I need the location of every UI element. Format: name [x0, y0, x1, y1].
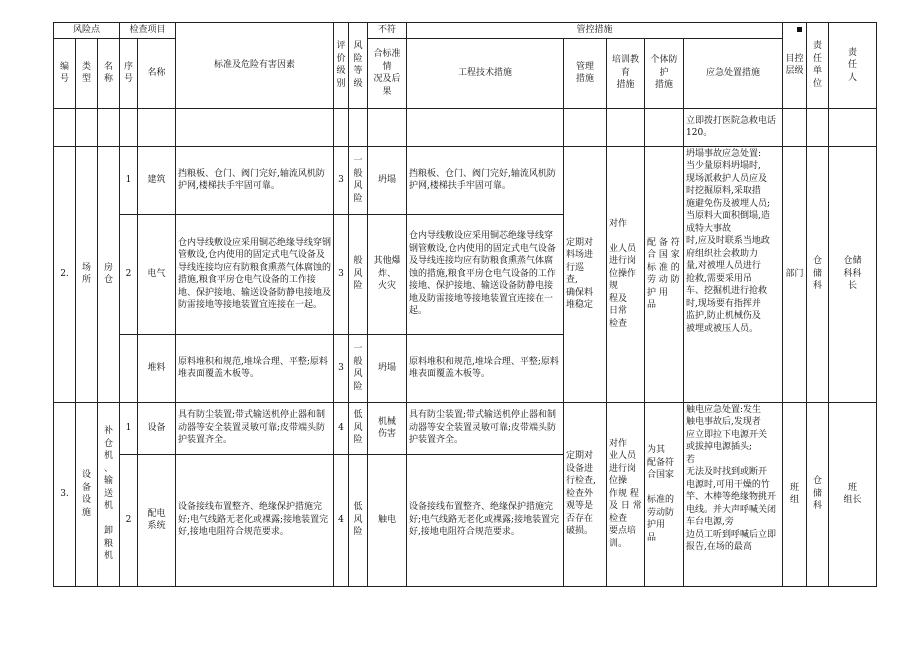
non-conform-header: 不符 [368, 23, 407, 39]
empty-cell [564, 108, 607, 146]
item-risk-level: 一 般 风 险 [349, 146, 368, 214]
empty-cell [76, 108, 98, 146]
section-training: 对作 业人员 进行岗 位操作 规 程及 日常 检查 [607, 146, 645, 402]
section-training: 对作 业人员 进行岗 位操 作规 程 及 日 常 检查 要点培 训。 [607, 402, 645, 586]
item-standard: 仓内导线敷设应采用铜芯绝缘导线穿钢管敷设,仓内使用的固定式电气设备及导线连接均应有防粮食熏蒸气体腐蚀的措施,粮食平房仓电气设备的工作接地、保护接地、输送设备防静电接地及防雷接地等接地装置宜连接在一起。 [176, 214, 334, 334]
type-header: 类型 [76, 38, 98, 108]
control-measures-header: 管控措施 [407, 23, 783, 39]
control-level-header: 目控 层级 [783, 23, 807, 109]
section-resp-person: 班 组长 [829, 402, 877, 586]
item-seq: 1 [120, 402, 138, 454]
standard-header: 标准及危险有害因素 [176, 23, 334, 109]
empty-cell [407, 108, 564, 146]
empty-cell [783, 108, 807, 146]
empty-cell [829, 108, 877, 146]
empty-cell [120, 108, 138, 146]
item-standard: 原料堆积和规范,堆垛合理、平整;原料堆表面覆盖木板等。 [176, 334, 334, 402]
resp-person-header: 责 任 人 [829, 23, 877, 109]
item-consequence: 其他爆 炸、 火灾 [368, 214, 407, 334]
item-name: 电气 [138, 214, 176, 334]
empty-cell [334, 108, 349, 146]
engineering-header: 工程技术措施 [407, 38, 564, 108]
section-no: 2. [54, 146, 76, 402]
check-item-header: 检查项目 [120, 23, 176, 39]
training-header: 培训教育 措施 [607, 38, 645, 108]
consequence-header: 合标准情 况及后果 [368, 38, 407, 108]
section-management: 定期对 料场进 行巡 查, 确保料 堆稳定 [564, 146, 607, 402]
item-engineering: 仓内导线敷设应采用铜芯绝缘导线穿钢管敷设,仓内使用的固定式电气设备及导线连接均应有防粮食熏蒸气体腐蚀的措施,粮食平房仓电气设备的工作接地、保护接地、输送设备防静电接地及防雷接地等接地装置宜连接在一起。 [407, 214, 564, 334]
seq-header: 序号 [120, 38, 138, 108]
empty-cell [54, 108, 76, 146]
item-name: 堆料 [138, 334, 176, 402]
empty-cell [807, 108, 829, 146]
empty-cell [176, 108, 334, 146]
item-seq: 2 [120, 454, 138, 586]
risk-control-sheet [53, 22, 877, 587]
item-seq: 2 [120, 214, 138, 334]
item-seq: 1 [120, 146, 138, 214]
section-resp-person: 仓储 科科 长 [829, 146, 877, 402]
no-header: 编号 [54, 38, 76, 108]
emergency-header: 应急处置措施 [684, 38, 783, 108]
section-management: 定期对 设备进 行检查, 检查外 观等是 否存在 破损。 [564, 402, 607, 586]
empty-cell [607, 108, 645, 146]
item-eval-level: 4 [334, 402, 349, 454]
header-row-1 [54, 23, 877, 39]
section-control-level: 班 组 [783, 402, 807, 586]
section-emergency: 触电应急处置:发生 触电事故后,发现者 应立即拉下电源开关 或拔掉电源插头; 若 无法及时找到或断开 电源时,可用干燥的竹 竿、木棒等绝缘物挑开 电线。并大声呼喊关闭 车台电源,旁 边员工听到呼喊后立即 报告,在场的最高 [684, 402, 783, 586]
item-eval-level: 4 [334, 454, 349, 586]
item-name: 配电 系统 [138, 454, 176, 586]
item-engineering: 具有防尘装置;带式输送机停止器和制动器等安全装置灵敏可靠;皮带端头防护装置齐全。 [407, 402, 564, 454]
item-standard: 挡粮板、仓门、阀门完好,轴流风机防护网,楼梯扶手牢固可靠。 [176, 146, 334, 214]
item-consequence: 坍塌 [368, 146, 407, 214]
item-engineering: 挡粮板、仓门、阀门完好,轴流风机防护网,楼梯扶手牢固可靠。 [407, 146, 564, 214]
section-ppe: 配 备 符 合 国 家 标 准 的 劳 动 防 护 用 品 [645, 146, 684, 402]
risk-control-table [53, 22, 877, 587]
carry-over-row [54, 108, 877, 146]
section-resp-unit: 仓 储科 [807, 146, 829, 402]
section-name: 房仓 [98, 146, 120, 402]
name-header: 名 称 [98, 38, 120, 108]
item-eval-level: 3 [334, 214, 349, 334]
item-engineering: 原料堆积和规范,堆垛合理、平整;原料堆表面覆盖木板等。 [407, 334, 564, 402]
section-type: 场所 [76, 146, 98, 402]
risk-point-header: 风险点 [54, 23, 120, 39]
resp-unit-header: 责任 单位 [807, 23, 829, 109]
table-row [54, 146, 877, 214]
eval-level-header: 评 价 级 别 [334, 23, 349, 109]
item-standard: 具有防尘装置;带式输送机停止器和制动器等安全装置灵敏可靠;皮带端头防护装置齐全。 [176, 402, 334, 454]
section-emergency: 坍塌事故应急处置: 当少量原料坍塌时, 现场派救护人员应及 时挖掘原料,采取措 施避免伤及被埋人员; 当原料大面积倒塌,造 成特大事故 时,应及时联系当地政 府组织社会救助力 量,对被埋人员进行 抢救,需要采用吊 车、挖掘机进行抢救 时,现场要有指挥并 监护,防止机械伤及 被埋或被压人员。 [684, 146, 783, 402]
item-consequence: 机械 伤害 [368, 402, 407, 454]
risk-level-header: 风 险 等 级 [349, 23, 368, 109]
item-name: 设备 [138, 402, 176, 454]
item-consequence: 触电 [368, 454, 407, 586]
section-control-level: 部门 [783, 146, 807, 402]
item-engineering: 设备接线布置整齐、绝缘保护措施完好;电气线路无老化或裸露;接地装置完好,接地电阻符合规范要求。 [407, 454, 564, 586]
management-header: 管理 措施 [564, 38, 607, 108]
table-row [54, 402, 877, 454]
section-type: 设备 设施 [76, 402, 98, 586]
item-seq [120, 334, 138, 402]
section-no: 3. [54, 402, 76, 586]
ppe-header: 个体防护 措施 [645, 38, 684, 108]
item-consequence: 坍塌 [368, 334, 407, 402]
item-eval-level: 3 [334, 334, 349, 402]
empty-cell [98, 108, 120, 146]
item-risk-level: 低 风 险 [349, 402, 368, 454]
section-ppe: 为其 配备符 合国家 标准的 劳动防 护用 品 [645, 402, 684, 586]
empty-cell [349, 108, 368, 146]
item-risk-level: 一 般 风 险 [349, 334, 368, 402]
item-name-header: 名称 [138, 38, 176, 108]
item-name: 建筑 [138, 146, 176, 214]
section-name: 补 仓 机 、 输 送机 卸 粮机 [98, 402, 120, 586]
empty-cell [138, 108, 176, 146]
item-risk-level: 低 风 险 [349, 454, 368, 586]
carry-emergency-text: 立即拨打医院急救电话120。 [684, 108, 783, 146]
empty-cell [368, 108, 407, 146]
item-standard: 设备接线布置整齐、绝缘保护措施完好;电气线路无老化或裸露;接地装置完好,接地电阻符合规范要求。 [176, 454, 334, 586]
item-eval-level: 3 [334, 146, 349, 214]
item-risk-level: 般 风 险 [349, 214, 368, 334]
empty-cell [645, 108, 684, 146]
section-resp-unit: 仓 储科 [807, 402, 829, 586]
